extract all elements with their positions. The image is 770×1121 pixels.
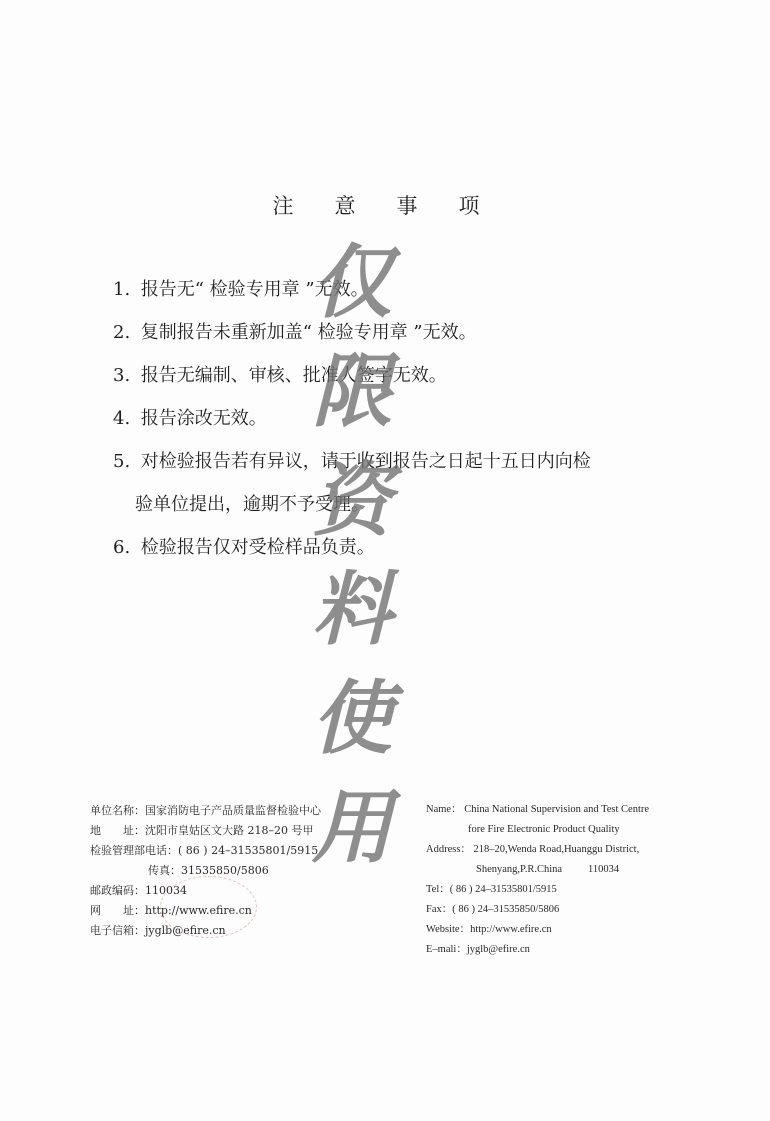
contact-row	[426, 860, 649, 880]
title-char: 注	[272, 194, 294, 218]
org-name: fore Fire Electronic Product Quality	[468, 824, 620, 835]
phone: ( 86 ) 24–31535801/5915	[449, 884, 557, 895]
contact-row	[426, 800, 649, 820]
website-link[interactable]: http://www.efire.cn	[145, 904, 252, 917]
contact-row	[426, 880, 649, 900]
contact-row	[90, 821, 321, 841]
fax: 31535850/5806	[181, 864, 269, 877]
contact-label: 单位名称：	[90, 804, 145, 817]
notice-number: 4.	[113, 408, 131, 429]
notice-text: 报告无编制、审核、批准人签字无效。	[140, 365, 447, 386]
notice-number: 3.	[113, 365, 131, 386]
notice-number: 1.	[113, 279, 131, 300]
contact-label: 检验管理部电话：	[90, 844, 178, 857]
contact-label: Fax：	[426, 904, 453, 915]
watermark-char: 资	[312, 454, 392, 547]
notice-text: 检验报告仅对受检样品负责。	[140, 537, 375, 558]
email-link[interactable]: jyglb@efire.cn	[466, 944, 530, 955]
title-char: 项	[458, 194, 480, 218]
postal-code: 110034	[145, 884, 187, 897]
notice-text: 报告无“ 检验专用章 ”无效。	[140, 279, 369, 300]
watermark-char: 仅	[312, 236, 392, 329]
notice-text: 对检验报告若有异议，请于收到报告之日起十五日内向检	[140, 451, 591, 472]
contact-info-chinese	[90, 801, 321, 941]
org-name: China National Supervision and Test Centre	[464, 804, 650, 815]
watermark-char: 使	[312, 672, 392, 765]
phone: ( 86 ) 24–31535801/5915	[178, 844, 319, 857]
city: Shenyang,P.R.China	[476, 864, 563, 875]
org-name: 国家消防电子产品质量监督检验中心	[145, 804, 321, 817]
contact-label: Tel：	[426, 884, 450, 895]
contact-label: 网 址：	[90, 904, 145, 917]
contact-row	[426, 920, 649, 940]
contact-row	[90, 801, 321, 821]
contact-label: Website：	[426, 924, 471, 935]
postal-code: 110034	[588, 864, 620, 875]
address: 沈阳市皇姑区文大路 218–20 号甲	[145, 824, 314, 837]
notice-number: 2.	[113, 322, 131, 343]
fax: ( 86 ) 24–31535850/5806	[452, 904, 560, 915]
notice-text: 报告涂改无效。	[140, 408, 267, 429]
email-link[interactable]: jyglb@efire.cn	[145, 924, 226, 937]
contact-info-english	[426, 800, 649, 960]
watermark-char: 料	[312, 563, 392, 656]
contact-label: Address：	[426, 844, 471, 855]
contact-label: Name：	[426, 804, 462, 815]
contact-row	[90, 881, 321, 901]
contact-row	[90, 841, 321, 861]
contact-label: E–mali：	[426, 944, 467, 955]
address: 218–20,Wenda Road,Huanggu District,	[473, 844, 640, 855]
contact-row	[426, 820, 649, 840]
notice-number: 6.	[113, 537, 131, 558]
contact-label: 邮政编码：	[90, 884, 145, 897]
notice-text: 验单位提出，逾期不予受理。	[135, 494, 369, 515]
watermark	[302, 228, 402, 882]
notice-number: 5.	[113, 451, 131, 472]
watermark-char: 用	[312, 781, 392, 874]
contact-row	[90, 921, 321, 941]
notice-text: 复制报告未重新加盖“ 检验专用章 ”无效。	[140, 322, 477, 343]
contact-label: 电子信箱：	[90, 924, 145, 937]
title-char: 意	[334, 194, 356, 218]
contact-row	[426, 940, 649, 960]
page-title	[271, 190, 481, 220]
contact-label: 传真：	[148, 864, 181, 877]
watermark-char: 限	[312, 345, 392, 438]
contact-row	[90, 861, 321, 881]
contact-row	[426, 900, 649, 920]
contact-label: 地 址：	[90, 824, 145, 837]
website-link[interactable]: http://www.efire.cn	[470, 924, 552, 935]
contact-row	[426, 840, 649, 860]
contact-row	[90, 901, 321, 921]
title-char: 事	[396, 194, 418, 218]
